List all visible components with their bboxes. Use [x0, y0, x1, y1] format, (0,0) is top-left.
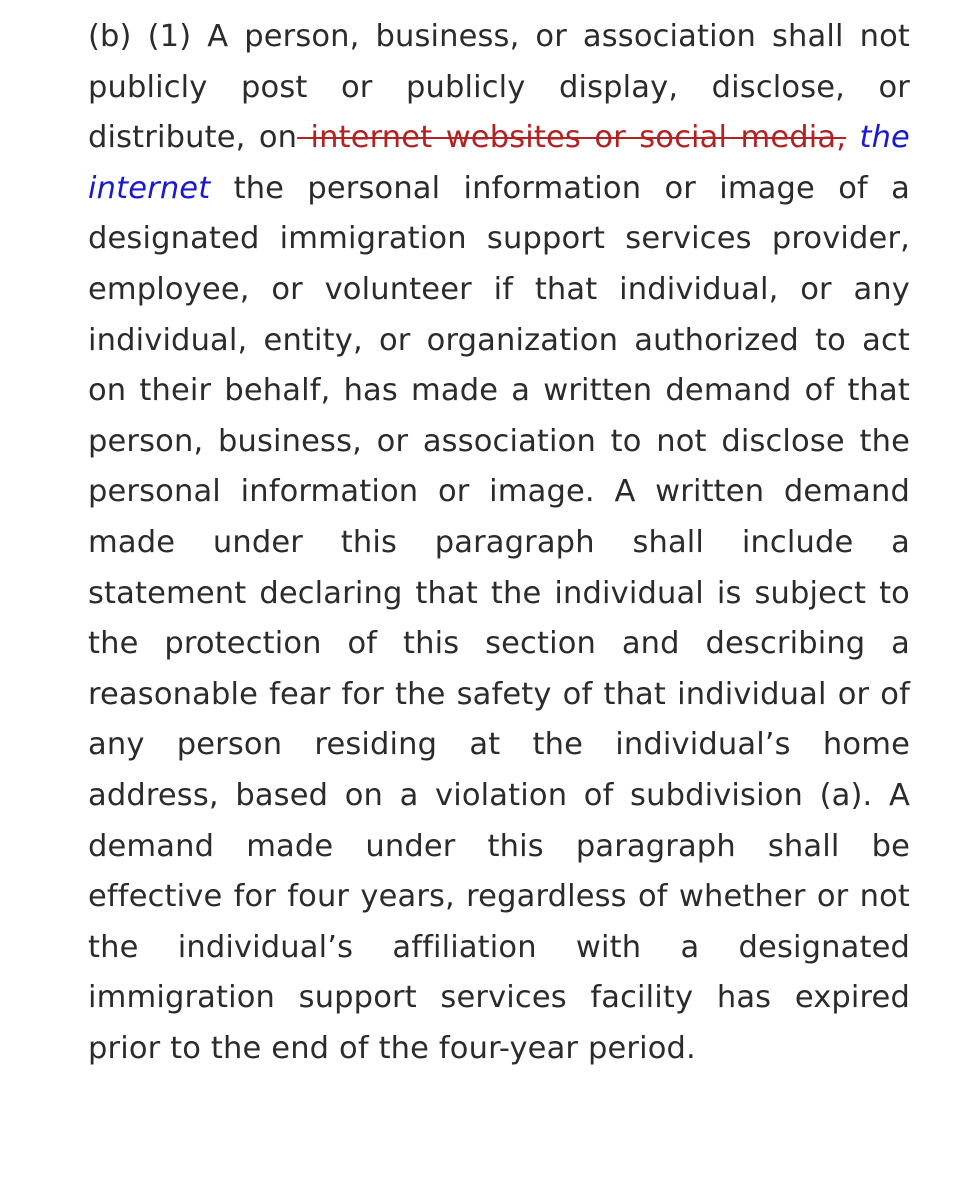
document-page — [88, 12, 910, 1074]
paragraph-text-before: (b) (1) A person, business, or association shall not publicly post or publicly display, disclose, or distribute, on — [88, 19, 910, 156]
paragraph-text-after: the personal information or image of a designated immigration support services provider, employee, or volunteer if that individual, or any individual, entity, or organization authorized to act on their behalf, has made a written demand of that person, business, or association to not disclose the personal information or image. A written demand made under this paragraph shall include a statement declaring that the individual is subject to the protection of this section and describing a reasonable fear for the safety of that individual or of any person residing at the individual’s home address, based on a violation of subdivision (a). A demand made under this paragraph shall be effective for four years, regardless of whether or not the individual’s affiliation with a designated immigration support services facility has expired prior to the end of the four-year period. — [88, 170, 910, 1066]
struck-text: internet websites or social media, — [297, 120, 847, 156]
statute-paragraph — [88, 12, 910, 1074]
inserted-text: the internet — [88, 120, 910, 206]
